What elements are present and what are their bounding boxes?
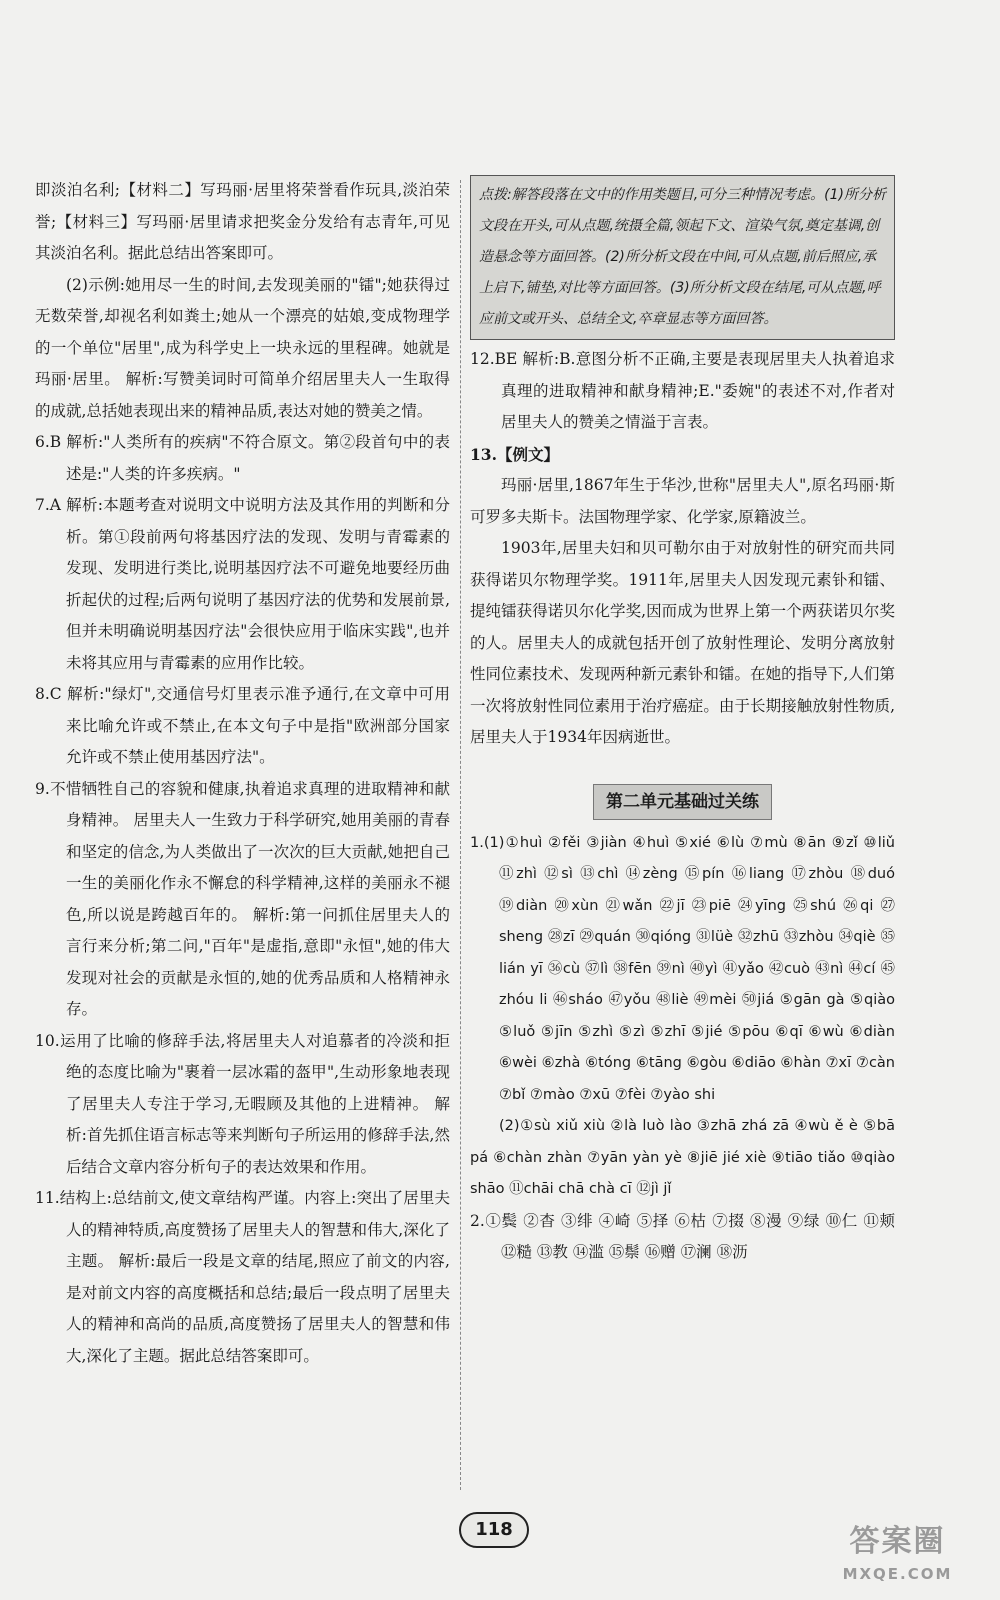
answer-paragraph: (2)示例:她用尽一生的时间,去发现美丽的"镭";她获得过无数荣誉,却视名利如粪土;她从一个漂亮的姑娘,变成物理学的一个单位"居里",成为科学史上一块永远的里程碑。她就是玛丽·居里。 解析:写赞美词时可简单介绍居里夫人一生取得的成就,总括她表现出来的精神品质,表达对她的赞美之情。 — [35, 275, 450, 420]
sample-essay-paragraph: 玛丽·居里,1867年生于华沙,世称"居里夫人",原名玛丽·斯可罗多夫斯卡。法国物理学家、化学家,原籍波兰。 — [470, 476, 895, 526]
answer-item-12: 12.BE 解析:B.意图分析不正确,主要是表现居里夫人执着追求真理的进取精神和献身精神;E."委婉"的表述不对,作者对居里夫人的赞美之情溢于言表。 — [470, 350, 895, 431]
section-title-wrap — [470, 784, 895, 820]
tip-box: 点拨:解答段落在文中的作用类题目,可分三种情况考虑。(1)所分析文段在开头,可从点题,统摄全篇,领起下文、渲染气氛,奠定基调,创造悬念等方面回答。(2)所分析文段在中间,可从点题,前后照应,承上启下,铺垫,对比等方面回答。(3)所分析文段在结尾,可从点题,呼应前文或开头、总结全文,卒章显志等方面回答。 — [470, 175, 895, 340]
answer-item-10: 10.运用了比喻的修辞手法,将居里夫人对追慕者的冷淡和拒绝的态度比喻为"裹着一层冰霜的盔甲",生动形象地表现了居里夫人专注于学习,无暇顾及其他的上进精神。 解析:首先抓住语言标志等来判断句子所运用的修辞手法,然后结合文章内容分析句子的表达效果和作用。 — [35, 1031, 450, 1176]
sample-essay-paragraph: 1903年,居里夫妇和贝可勒尔由于对放射性的研究而共同获得诺贝尔物理学奖。1911年,居里夫人因发现元素钋和镭、提纯镭获得诺贝尔化学奖,因而成为世界上第一个两获诺贝尔奖的人。居里夫人的成就包括开创了放射性理论、发明分离放射性同位素技术、发现两种新元素钋和镭。在她的指导下,人们第一次将放射性同位素用于治疗癌症。由于长期接触放射性物质,居里夫人于1934年因病逝世。 — [470, 539, 895, 746]
watermark-main-text: 答案圈 — [849, 1524, 946, 1559]
answer-item-13-heading: 13.【例文】 — [470, 444, 559, 464]
watermark-logo — [810, 1520, 985, 1595]
right-column — [470, 175, 895, 1269]
answer-paragraph: 即淡泊名利;【材料二】写玛丽·居里将荣誉看作玩具,淡泊荣誉;【材料三】写玛丽·居里请求把奖金分发给有志青年,可见其淡泊名利。据此总结出答案即可。 — [35, 181, 450, 262]
answer-item-9: 9.不惜牺牲自己的容貌和健康,执着追求真理的进取精神和献身精神。 居里夫人一生致力于科学研究,她用美丽的青春和坚定的信念,为人类做出了一次次的巨大贡献,她把自己一生的美丽化作永不懈怠的科学精神,这样的美丽永不褪色,所以说是跨越百年的。 解析:第一问抓住居里夫人的言行来分析;第二问,"百年"是虚指,意即"永恒",她的伟大发现对社会的贡献是永恒的,她的优秀品质和人格精神永存。 — [35, 779, 450, 1018]
answer-item-7: 7.A 解析:本题考查对说明文中说明方法及其作用的判断和分析。第①段前两句将基因疗法的发现、发明与青霉素的发现、发明进行类比,说明基因疗法不可避免地要经历曲折起伏的过程;后两句说明了基因疗法的优势和发展前景,但并未明确说明基因疗法"会很快应用于临床实践",也并未将其应用与青霉素的应用作比较。 — [35, 496, 450, 672]
unit-answer-2: 2.①鬓 ②杳 ③绯 ④崎 ⑤择 ⑥枯 ⑦掇 ⑧漫 ⑨绿 ⑩仁 ⑪颊 ⑫糙 ⑬教 ⑭滥 ⑮鬃 ⑯赠 ⑰澜 ⑱沥 — [470, 1211, 895, 1261]
watermark-site-text: MXQE.COM — [842, 1565, 953, 1583]
left-column — [35, 175, 450, 1372]
answer-item-11: 11.结构上:总结前文,使文章结构严谨。内容上:突出了居里夫人的精神特质,高度赞扬了居里夫人的智慧和伟大,深化了主题。 解析:最后一段是文章的结尾,照应了前文的内容,是对前文内容的高度概括和总结;最后一段点明了居里夫人的精神和高尚的品质,高度赞扬了居里夫人的智慧和伟大,深化了主题。据此总结答案即可。 — [35, 1189, 450, 1365]
unit-answer-1: 1.(1)①huì ②fěi ③jiàn ④huì ⑤xié ⑥lù ⑦mù ⑧ān ⑨zǐ ⑩liǔ ⑪zhì ⑫sì ⑬chì ⑭zèng ⑮pín ⑯liang ⑰zhòu ⑱duó ⑲diàn ⑳xùn ㉑wǎn ㉒jī ㉓piē ㉔yīng ㉕shú ㉖qi ㉗sheng ㉘zī ㉙quán ㉚qióng ㉛lüè ㉜zhū ㉝zhòu ㉞qiè ㉟lián yī ㊱cù ㊲lì ㊳fēn ㊴nì ㊵yì ㊶yǎo ㊷cuò ㊸nì ㊹cí ㊺zhóu li ㊻sháo ㊼yǒu ㊽liè ㊾mèi ㊿jiá ⑤gān gà ⑤qiào ⑤luǒ ⑤jīn ⑤zhì ⑤zì ⑤zhī ⑤jié ⑤pōu ⑥qī ⑥wù ⑥diàn ⑥wèi ⑥zhà ⑥tóng ⑥tāng ⑥gòu ⑥diāo ⑥hàn ⑦xī ⑦càn ⑦bǐ ⑦mào ⑦xū ⑦fèi ⑦yào shi — [470, 834, 895, 1103]
page-number: 118 — [459, 1512, 529, 1548]
answer-item-8: 8.C 解析:"绿灯",交通信号灯里表示准予通行,在文章中可用来比喻允许或不禁止,在本文句子中是指"欧洲部分国家允许或不禁止使用基因疗法"。 — [35, 685, 450, 766]
section-title: 第二单元基础过关练 — [593, 784, 772, 820]
column-divider — [460, 180, 461, 1490]
unit-answer-1-part-2: (2)①sù xiǔ xiù ②là luò lào ③zhā zhá zā ④wù ě è ⑤bā pá ⑥chàn zhàn ⑦yān yàn yè ⑧jiē jié xiè ⑨tiāo tiǎo ⑩qiào shāo ⑪chāi chā chà cī ⑫jì jǐ — [470, 1118, 895, 1197]
answer-item-6: 6.B 解析:"人类所有的疾病"不符合原文。第②段首句中的表述是:"人类的许多疾病。" — [35, 433, 450, 483]
